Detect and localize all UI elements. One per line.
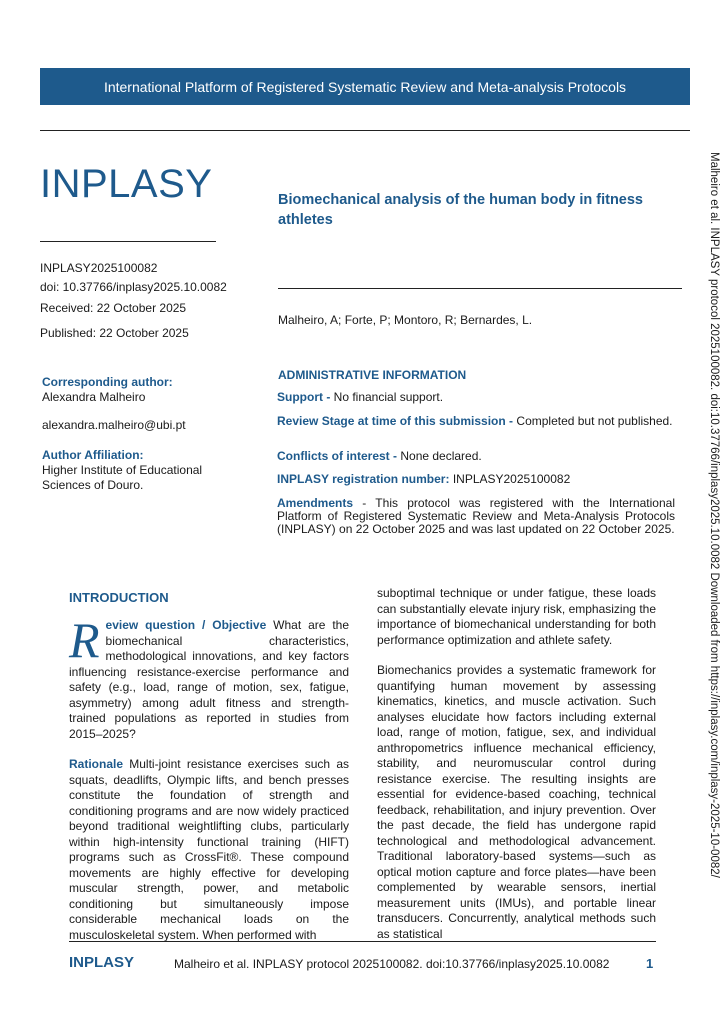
- admin-heading: ADMINISTRATIVE INFORMATION: [278, 368, 467, 382]
- top-rule: [40, 130, 690, 131]
- protocol-id: INPLASY2025100082: [40, 261, 158, 275]
- corresponding-name: Alexandra Malheiro: [42, 390, 146, 404]
- affiliation-text: Higher Institute of Educational Sciences of Douro.: [42, 463, 203, 492]
- left-column: [69, 612, 349, 958]
- amendments-label: Amendments: [277, 496, 354, 510]
- support-label: Support -: [277, 390, 331, 404]
- author-affiliation: [42, 448, 222, 493]
- footer-rule: [69, 941, 656, 942]
- admin-amendments: [277, 497, 675, 536]
- conflicts-text: None declared.: [397, 449, 482, 463]
- right-column: [377, 586, 656, 957]
- stage-label: Review Stage at time of this submission -: [277, 414, 514, 428]
- rationale-label: Rationale: [69, 757, 124, 771]
- corresponding-author: [42, 375, 242, 433]
- registration-text: INPLASY2025100082: [449, 472, 571, 486]
- drop-cap: R: [69, 612, 100, 668]
- affiliation-label: Author Affiliation:: [42, 448, 144, 462]
- admin-stage: [277, 415, 675, 428]
- footer-citation: Malheiro et al. INPLASY protocol 2025100082. doi:10.37766/inplasy2025.10.0082: [174, 957, 610, 971]
- banner-text: International Platform of Registered Systematic Review and Meta-analysis Protocols: [103, 78, 627, 95]
- admin-support: [277, 391, 675, 404]
- introduction-heading: INTRODUCTION: [69, 590, 169, 605]
- registration-label: INPLASY registration number:: [277, 472, 450, 486]
- title-rule: [278, 288, 682, 289]
- corresponding-label: Corresponding author:: [42, 375, 173, 389]
- corresponding-email: alexandra.malheiro@ubi.pt: [42, 418, 186, 432]
- page-number: 1: [646, 956, 654, 971]
- support-text: No financial support.: [330, 390, 444, 404]
- published-date: Published: 22 October 2025: [40, 326, 189, 340]
- brand-rule: [40, 241, 216, 242]
- review-question-text: What are the biomechanical characteristics, methodological innovations, and key factors influencing resistance-exercise performance and safety (e.g., load, range of motion, sex, fatigue, asymmetry) among adult fitness and strength-trained populations as reported in studies from 2015–2025?: [69, 618, 349, 741]
- brand-logo: INPLASY: [40, 162, 213, 206]
- rationale-paragraph: [69, 757, 349, 943]
- doi: doi: 10.37766/inplasy2025.10.0082: [40, 280, 227, 294]
- stage-text: Completed but not published.: [513, 414, 673, 428]
- right-paragraph-2: Biomechanics provides a systematic framework for quantifying human movement by assessing kinematics, kinetics, and muscle activation. Such analyses elucidate how factors including external load, range of motion, fatigue, sex, and individual anthropometrics influence mechanical efficiency, stability, and neuromuscular control during resistance exercise. The resulting insights are essential for evidence-based coaching, technical feedback, rehabilitation, and injury prevention. Over the past decade, the field has undergone rapid technological and methodological advancement. Traditional laboratory-based systems—such as optical motion capture and force plates—have been complemented by wearable sensors, inertial measurement units (IMUs), and portable linear transducers. Concurrently, analytical methods such as statistical: [377, 663, 656, 941]
- conflicts-label: Conflicts of interest -: [277, 449, 398, 463]
- side-citation-text[interactable]: Malheiro et al. INPLASY protocol 2025100082. doi:10.37766/inplasy2025.10.0082 Downloaded from https://inplasy.com/inplasy-2025-10-0082/: [708, 152, 720, 878]
- right-paragraph-1: suboptimal technique or under fatigue, these loads can substantially elevate injury risk, emphasizing the importance of biomechanical understanding for both performance optimization and athlete safety.: [377, 586, 656, 647]
- admin-conflicts: [277, 450, 675, 463]
- admin-registration: [277, 473, 675, 486]
- received-date: Received: 22 October 2025: [40, 301, 187, 315]
- amendments-text: - This protocol was registered with the International Platform of Registered Systematic Review and Meta-Analysis Protocols (INPLASY) on 22 October 2025 and was last updated on 22 October 2025.: [277, 496, 675, 536]
- header-banner: [40, 68, 690, 105]
- rationale-text: Multi-joint resistance exercises such as squats, deadlifts, Olympic lifts, and bench presses constitute the foundation of strength and conditioning programs and are now widely practiced beyond traditional weightlifting clubs, particularly within high-intensity functional training (HIFT) programs such as CrossFit®. These compound movements are highly effective for developing muscular strength, power, and metabolic conditioning but simultaneously impose considerable mechanical loads on the musculoskeletal system. When performed with: [69, 757, 349, 942]
- article-title: Biomechanical analysis of the human body in fitness athletes: [278, 192, 643, 228]
- review-question-paragraph: [69, 612, 349, 742]
- footer-brand: INPLASY: [69, 954, 135, 971]
- author-list: Malheiro, A; Forte, P; Montoro, R; Bernardes, L.: [278, 313, 533, 327]
- review-question-label: eview question / Objective: [105, 618, 267, 632]
- side-citation: [706, 152, 722, 932]
